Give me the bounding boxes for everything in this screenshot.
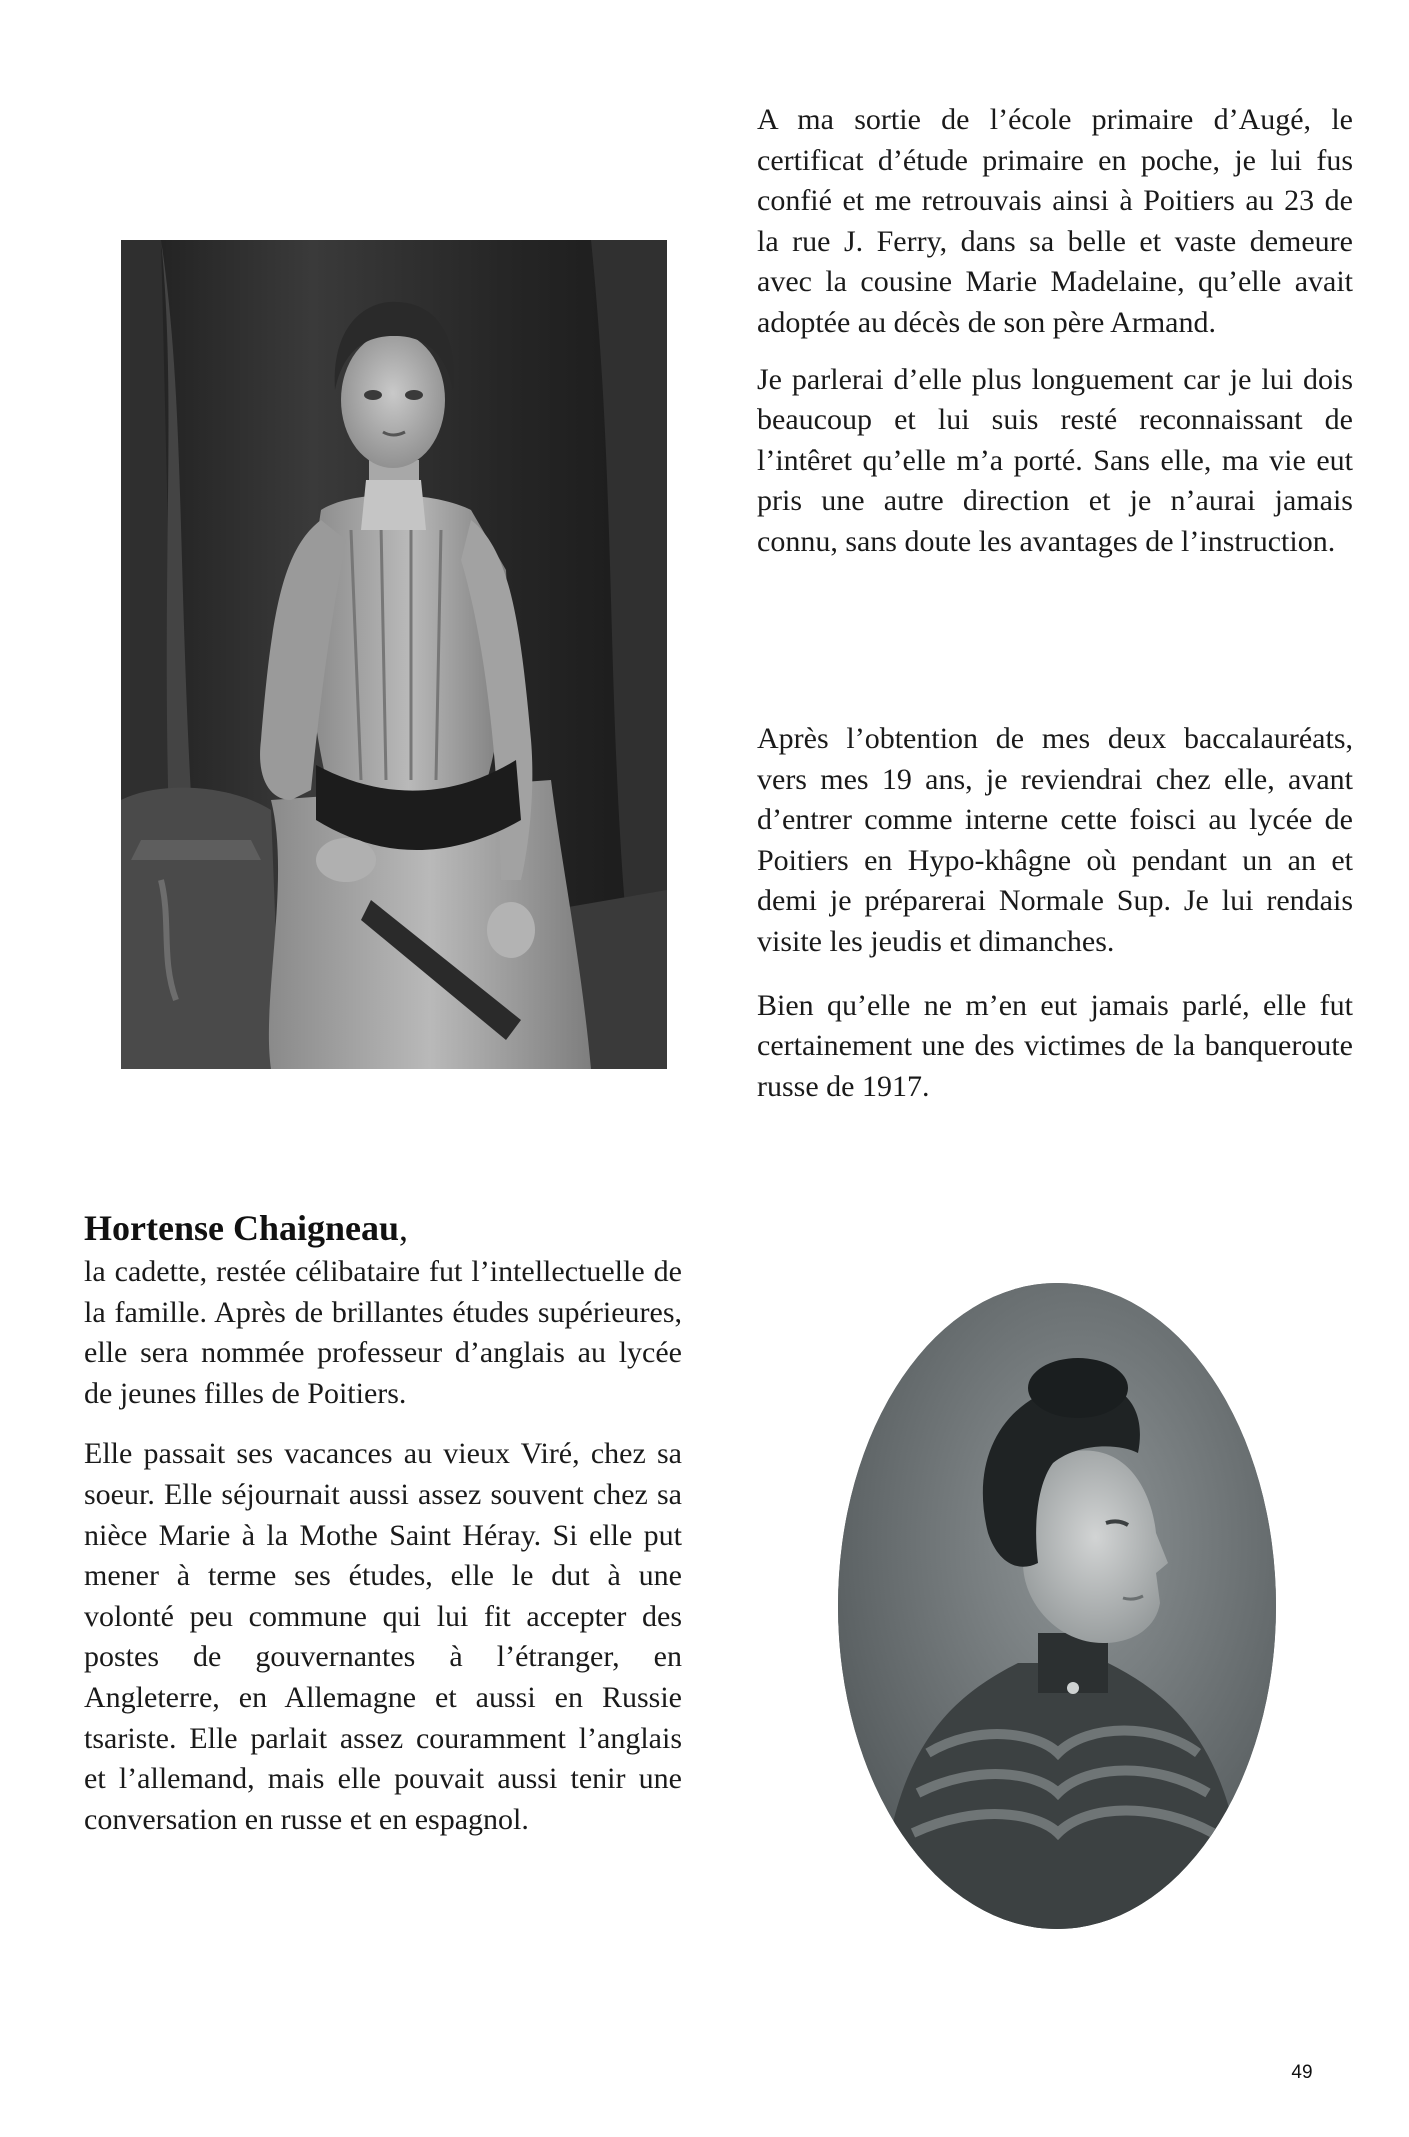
paragraph-gratitude: Je parlerai d’elle plus longuement car je lui dois beaucoup et lui suis resté reconnaissant de l’intêret qu’elle m’a porté. Sans elle, ma vie eut pris une autre direction et je n’aurai jamais connu, sans doute les avantages de l’instruction.: [757, 362, 1353, 558]
heading-comma: ,: [399, 1208, 408, 1248]
right-text-block-middle: [757, 719, 1353, 1107]
oval-woman-profile-photo: [838, 1283, 1276, 1929]
section-heading: [84, 1206, 682, 1250]
oval-woman-profile-photo-drawing: [838, 1283, 1276, 1929]
right-text-block-top: [757, 100, 1353, 563]
paragraph-bankruptcy: Bien qu’elle ne m’en eut jamais parlé, elle fut certainement une des victimes de la banqueroute russe de 1917.: [757, 988, 1353, 1103]
page-number: 49: [1291, 2062, 1313, 2083]
left-text-block: [84, 1206, 682, 1840]
paragraph-school: A ma sortie de l’école primaire d’Augé, le certificat d’étude primaire en poche, je lui fus confié et me retrouvais ainsi à Poitiers au 23 de la rue J. Ferry, dans sa belle et vaste demeure avec la cousine Marie Madelaine, qu’elle avait adoptée au décès de son père Armand.: [757, 103, 1353, 339]
paragraph-vacations: Elle passait ses vacances au vieux Viré, chez sa soeur. Elle séjournait aussi assez souvent chez sa nièce Marie à la Mothe Saint Héray. Si elle put mener à terme ses études, elle le dut à une volonté peu commune qui lui fit accepter des postes de gouvernantes à l’étranger, en Angleterre, en Allemagne et aussi en Russie tsariste. Elle parlait assez couramment l’anglais et l’allemand, mais elle pouvait aussi tenir une conversation en russe et en espagnol.: [84, 1437, 682, 1836]
standing-woman-photo-drawing: [121, 240, 667, 1069]
paragraph-baccalaureate: Après l’obtention de mes deux baccalauréats, vers mes 19 ans, je reviendrai chez elle, avant d’entrer comme interne cette foisci au lycée de Poitiers en Hypo-khâgne où pendant un an et demi je préparerai Normale Sup. Je lui rendais visite les jeudis et dimanches.: [757, 722, 1353, 958]
heading-name: Hortense Chaigneau: [84, 1208, 399, 1248]
paragraph-intellectual: la cadette, restée célibataire fut l’intellectuelle de la famille. Après de brillantes études supérieures, elle sera nommée professeur d’anglais au lycée de jeunes filles de Poitiers.: [84, 1255, 682, 1410]
standing-woman-photo: [121, 240, 667, 1069]
